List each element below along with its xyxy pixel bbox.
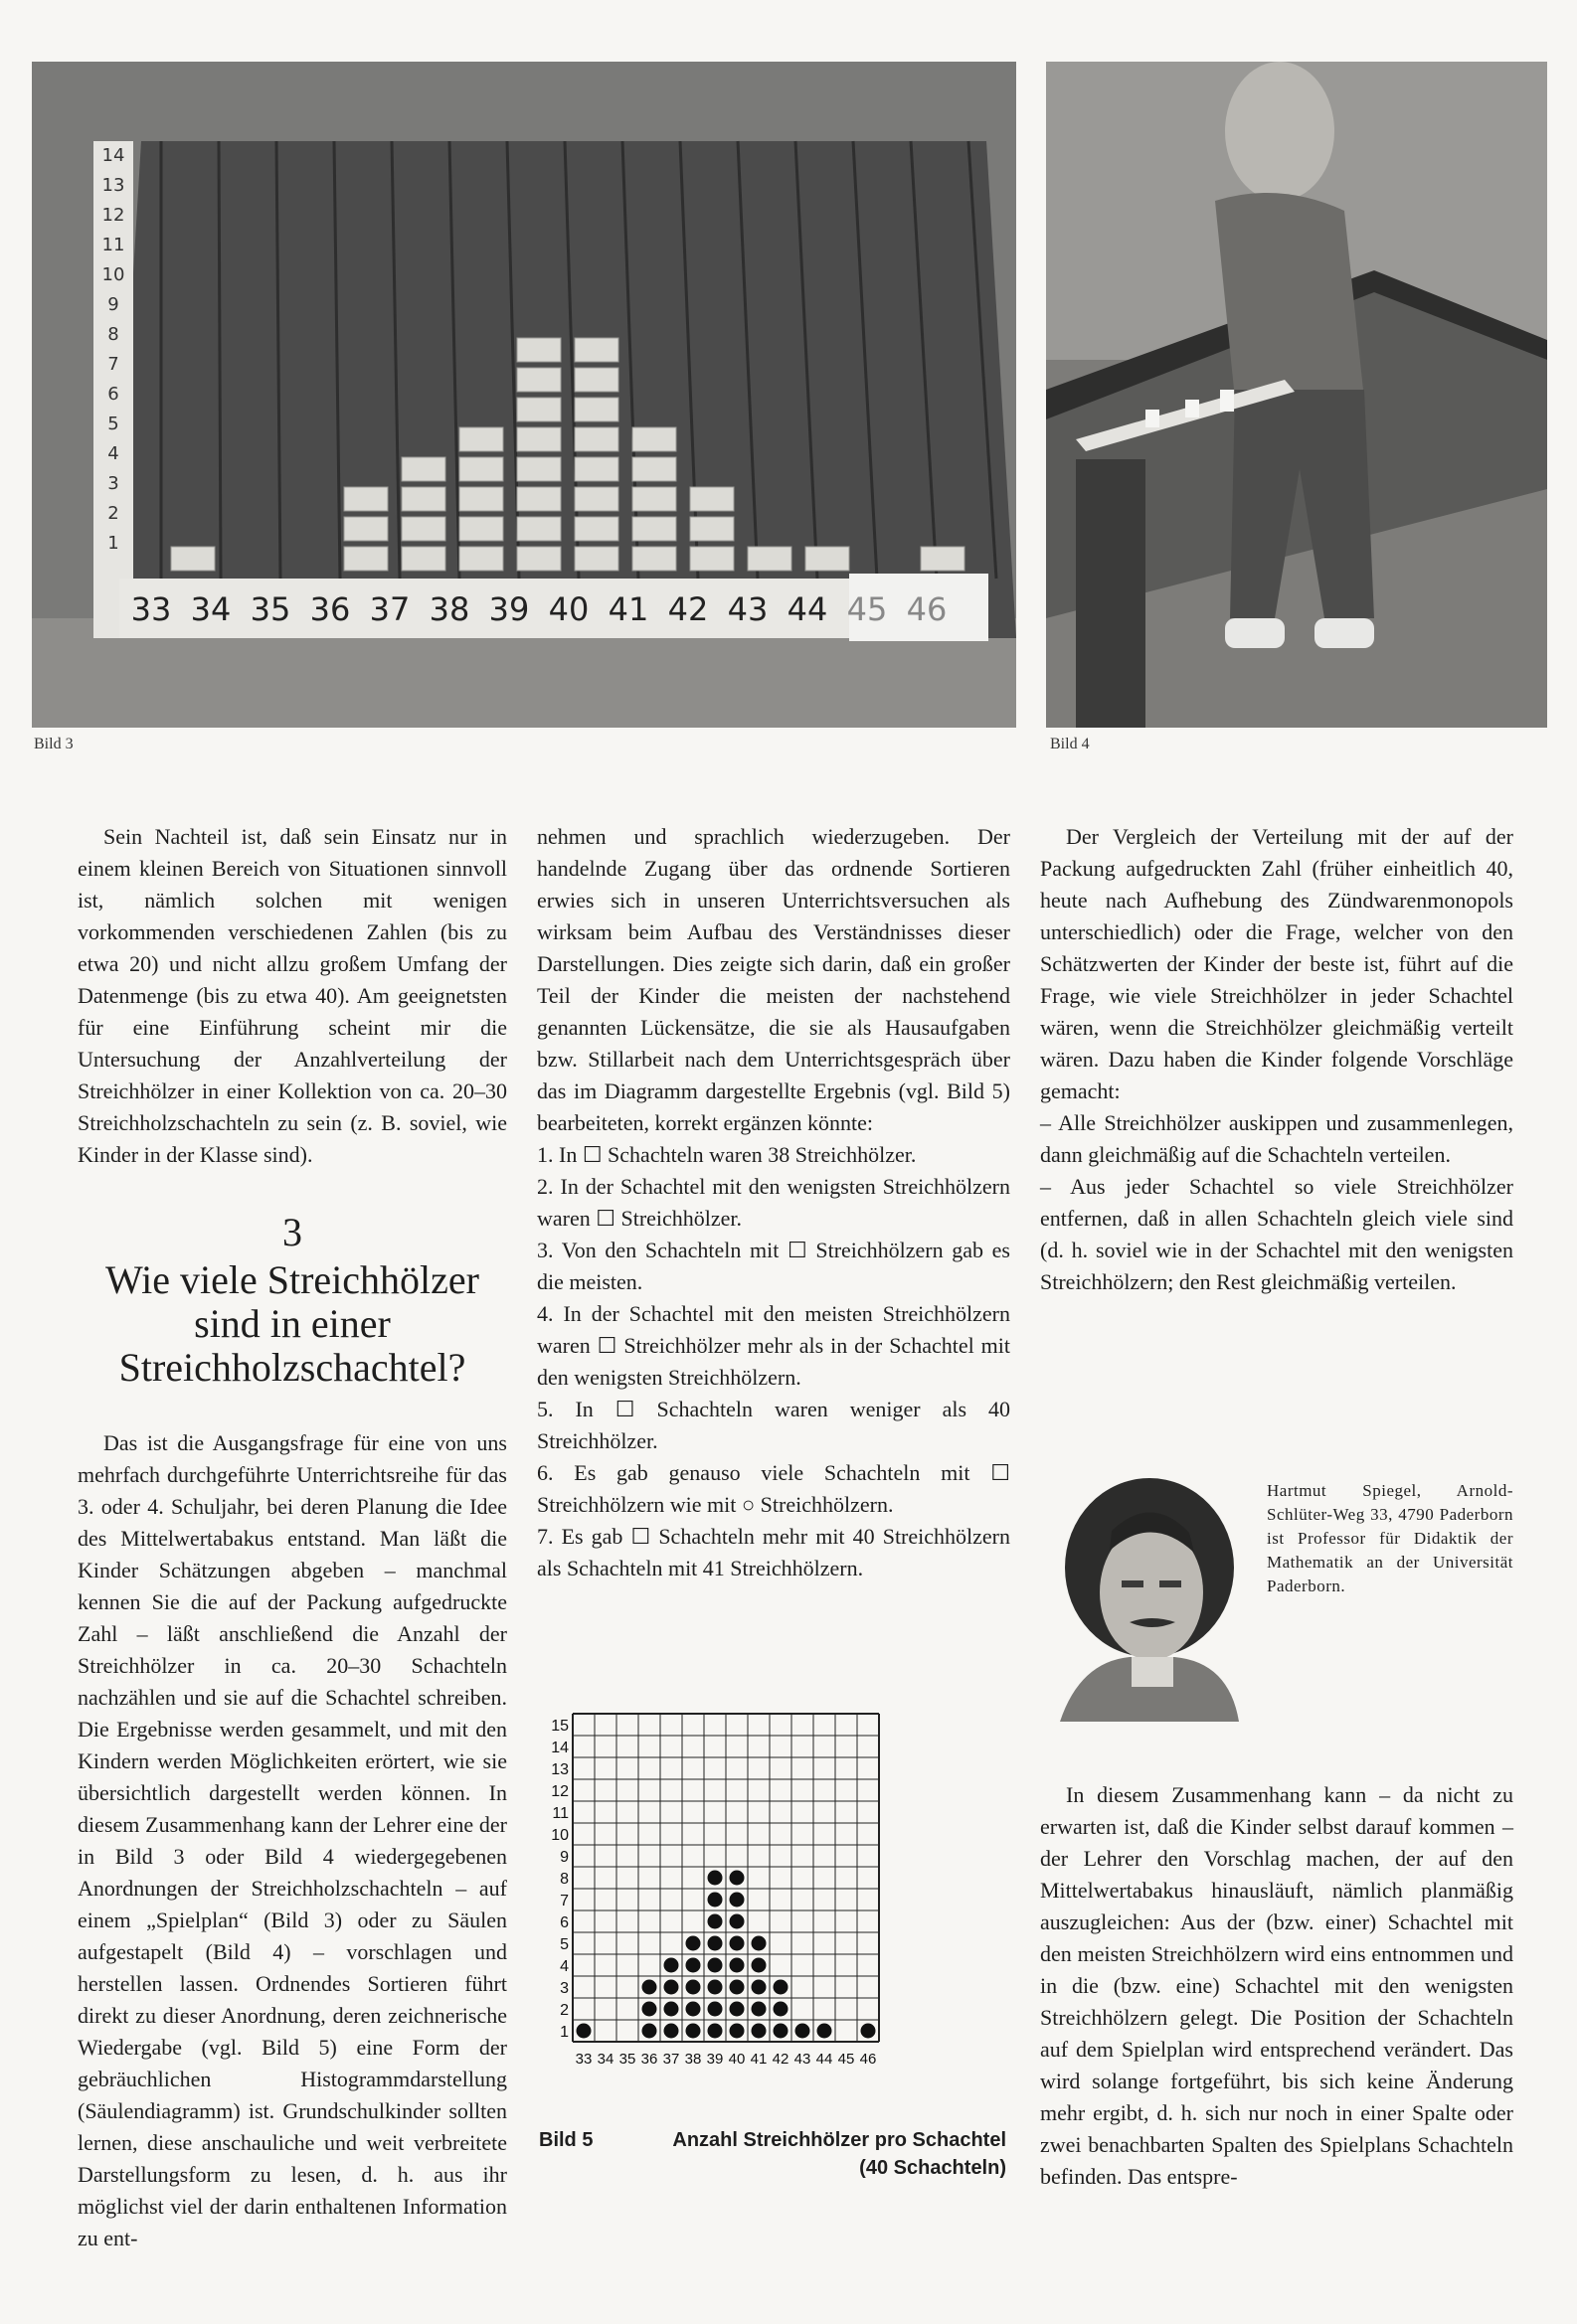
match-box [575, 547, 618, 571]
match-box [575, 368, 618, 392]
data-dot [730, 1980, 745, 1995]
board-row-label: 8 [107, 324, 119, 345]
figure-4-caption: Bild 4 [1050, 736, 1090, 752]
x-tick-label: 42 [772, 2051, 789, 2068]
board-column-label: 41 [608, 590, 649, 628]
y-tick-label: 4 [560, 1958, 569, 1975]
histogram-grid [573, 1714, 879, 2042]
match-box [575, 487, 618, 511]
data-dot [686, 1980, 701, 1995]
match-box [632, 457, 676, 481]
x-tick-label: 39 [706, 2051, 724, 2068]
data-dot [817, 2024, 832, 2039]
x-tick-label: 37 [662, 2051, 680, 2068]
match-box [517, 338, 561, 362]
data-dot [774, 2002, 788, 2017]
match-box [402, 487, 445, 511]
match-box [575, 517, 618, 541]
y-tick-label: 10 [551, 1827, 569, 1844]
col3-bullet-1: – Alle Streichhölzer auskippen und zusammenlegen, dann gleichmäßig auf die Schachteln verteilen. [1040, 1110, 1513, 1167]
data-dot [708, 1893, 723, 1908]
data-dot [774, 1980, 788, 1995]
board-column-label: 42 [667, 590, 709, 628]
board-row-label: 14 [101, 145, 125, 166]
y-tick-label: 9 [560, 1849, 569, 1866]
data-dot [708, 1914, 723, 1929]
data-dot [642, 1980, 657, 1995]
data-dot [730, 2002, 745, 2017]
board-row-label: 12 [101, 205, 125, 226]
match-box [690, 487, 734, 511]
figure-3-caption: Bild 3 [34, 736, 74, 752]
data-dot [752, 1980, 767, 1995]
match-box [517, 368, 561, 392]
col3-intro-paragraph: Der Vergleich der Verteilung mit der auf der Packung aufgedruckten Zahl (früher einheitlich 40, heute nach Aufhebung des Zündwarenmonopols unterschiedlich) oder die Frage, welcher von den Schätzwerten der Kinder der beste ist, führt auf die Frage, wie viele Streichhölzer in jeder Schachtel wären, wenn die Streichhölzer gleichmäßig verteilt wären. Dazu haben die Kinder folgende Vorschläge gemacht: [1040, 824, 1513, 1103]
data-dot [642, 2024, 657, 2039]
y-tick-label: 13 [551, 1761, 569, 1778]
match-box [344, 517, 388, 541]
data-dot [664, 1980, 679, 1995]
match-box [344, 547, 388, 571]
data-dot [730, 2024, 745, 2039]
figure-5-histogram [533, 1702, 1020, 2109]
board-column-label: 33 [130, 590, 172, 628]
data-dot [774, 2024, 788, 2039]
match-box [402, 547, 445, 571]
board-column-label: 36 [309, 590, 351, 628]
gap-sentence-list [537, 1139, 1010, 1584]
match-box [517, 427, 561, 451]
x-tick-label: 38 [684, 2051, 702, 2068]
match-box [459, 547, 503, 571]
match-box [575, 338, 618, 362]
y-tick-label: 12 [551, 1783, 569, 1800]
y-tick-label: 15 [551, 1718, 569, 1735]
y-tick-label: 1 [560, 2024, 569, 2041]
match-box [748, 547, 791, 571]
author-portrait-illustration [1040, 1473, 1239, 1722]
figure-5-box-count: (40 Schachteln) [859, 2157, 1006, 2179]
y-tick-label: 7 [560, 1893, 569, 1909]
x-tick-label: 45 [837, 2051, 855, 2068]
data-dot [664, 1958, 679, 1973]
board-row-label: 5 [107, 414, 119, 434]
board-row-label: 1 [107, 533, 119, 554]
y-tick-label: 8 [560, 1871, 569, 1888]
board-column-label: 44 [787, 590, 828, 628]
section-title: Wie viele Streichhölzer sind in einer Streichholzschachtel? [105, 1257, 479, 1390]
match-box [517, 398, 561, 421]
column-3-bottom [1040, 1779, 1513, 2193]
data-dot [708, 1980, 723, 1995]
match-box [402, 517, 445, 541]
data-dot [664, 2002, 679, 2017]
board-row-label: 2 [107, 503, 119, 524]
match-box [632, 517, 676, 541]
match-box [459, 427, 503, 451]
list-item: 2. In der Schachtel mit den wenigsten Streichhölzern waren ☐ Streichhölzer. [537, 1174, 1010, 1231]
col2-intro-paragraph: nehmen und sprachlich wiederzugeben. Der handelnde Zugang über das ordnende Sortieren erwies sich in unseren Unterrichtsversuchen als wirksam beim Aufbau des Verständnisses dieser Darstellungen. Dies zeigte sich darin, daß ein großer Teil der Kinder die meisten der nachstehend genannten Lückensätze, die sie als Hausaufgaben bzw. Stillarbeit nach dem Unterrichtsgespräch über das im Diagramm dargestellte Ergebnis (vgl. Bild 5) bearbeiteten, korrekt ergänzen könnte: [537, 824, 1010, 1135]
author-bio: Hartmut Spiegel, Arnold-Schlüter-Weg 33, 4790 Paderborn ist Professor für Didaktik der Mathematik an der Universität Paderborn. [1267, 1481, 1513, 1595]
match-box [517, 457, 561, 481]
match-box [575, 427, 618, 451]
spielplan-photo-illustration [32, 62, 1016, 728]
match-box [517, 487, 561, 511]
data-dot [686, 1936, 701, 1951]
board-column-label: 35 [250, 590, 291, 628]
match-box [690, 517, 734, 541]
list-item: 1. In ☐ Schachteln waren 38 Streichhölzer. [537, 1142, 917, 1167]
data-dot [861, 2024, 876, 2039]
data-dot [730, 1893, 745, 1908]
match-box [459, 457, 503, 481]
match-box [575, 457, 618, 481]
data-dot [664, 2024, 679, 2039]
column-1 [78, 821, 507, 2254]
y-tick-label: 3 [560, 1980, 569, 1997]
data-dot [686, 2002, 701, 2017]
y-tick-label: 6 [560, 1914, 569, 1931]
board-column-label: 43 [727, 590, 769, 628]
board-row-label: 13 [101, 175, 125, 196]
figure-3-photo [32, 62, 1016, 728]
y-tick-label: 2 [560, 2002, 569, 2019]
data-dot [577, 2024, 592, 2039]
board-row-label: 7 [107, 354, 119, 375]
list-item: 7. Es gab ☐ Schachteln mehr mit 40 Streichhölzern als Schachteln mit 41 Streichhölzern. [537, 1524, 1010, 1580]
board-column-label: 45 [846, 590, 888, 628]
x-tick-label: 34 [597, 2051, 614, 2068]
board-row-label: 3 [107, 473, 119, 494]
figure-4-photo [1046, 62, 1547, 728]
board-column-label: 34 [190, 590, 232, 628]
data-dot [752, 1936, 767, 1951]
board-column-label: 38 [429, 590, 470, 628]
x-tick-label: 44 [815, 2051, 833, 2068]
data-dot [708, 1936, 723, 1951]
match-box [459, 487, 503, 511]
match-box [921, 547, 964, 571]
match-box [171, 547, 215, 571]
match-box [805, 547, 849, 571]
data-dot [795, 2024, 810, 2039]
data-dot [686, 1958, 701, 1973]
board-row-label: 6 [107, 384, 119, 405]
data-dot [730, 1871, 745, 1886]
x-tick-label: 36 [640, 2051, 658, 2068]
column-2 [537, 821, 1010, 1584]
author-portrait [1040, 1473, 1239, 1722]
match-box [632, 427, 676, 451]
match-box [632, 547, 676, 571]
data-dot [752, 2002, 767, 2017]
data-dot [730, 1936, 745, 1951]
data-dot [752, 2024, 767, 2039]
column-3-top [1040, 821, 1513, 1298]
data-dot [708, 2024, 723, 2039]
data-dot [752, 1958, 767, 1973]
list-item: 6. Es gab genauso viele Schachteln mit ☐ Streichhölzern wie mit ○ Streichhölzern. [537, 1460, 1010, 1517]
match-box [517, 547, 561, 571]
x-tick-label: 46 [859, 2051, 877, 2068]
match-box [517, 517, 561, 541]
col3-bullet-2: – Aus jeder Schachtel so viele Streichhölzer entfernen, daß in allen Schachteln gleich viele sind (d. h. soviel wie in der Schachtel mit den wenigsten Streichhölzern; den Rest gleichmäßig verteilen. [1040, 1174, 1513, 1294]
data-dot [730, 1914, 745, 1929]
data-dot [642, 2002, 657, 2017]
match-box [690, 547, 734, 571]
x-tick-label: 33 [575, 2051, 593, 2068]
list-item: 3. Von den Schachteln mit ☐ Streichhölzern gab es die meisten. [537, 1238, 1010, 1294]
board-row-label: 11 [101, 235, 125, 255]
match-box [632, 487, 676, 511]
col1-body-paragraph: Das ist die Ausgangsfrage für eine von uns mehrfach durchgeführte Unterrichtsreihe für das 3. oder 4. Schuljahr, bei deren Planung die Idee des Mittelwertabakus entstand. Man läßt die Kinder Schätzungen abgeben – manchmal kennen Sie die auf der Packung aufgedruckte Zahl – läßt anschließend die Anzahl der Streichhölzer in ca. 20–30 Schachteln nachzählen und sie auf die Schachtel schreiben. Die Ergebnisse werden gesammelt, und mit den Kindern werden Möglichkeiten erörtert, wie sie übersichtlich dargestellt werden können. In diesem Zusammenhang kann der Lehrer eine der in Bild 3 oder Bild 4 wiedergegebenen Anordnungen der Streichholzschachteln – auf einem „Spielplan“ (Bild 3) oder zu Säulen aufgestapelt (Bild 4) – vorschlagen und herstellen lassen. Ordnendes Sortieren führt direkt zu dieser Anordnung, deren zeichnerische Wiedergabe (vgl. Bild 5) eine Form der gebräuchlichen Histogrammdarstellung (Säulendiagramm) ist. Grundschulkinder sollten lernen, diese anschauliche und weit verbreitete Darstellungsform zu lesen, d. h. aus ihr möglichst viel der darin enthaltenen Information zu ent- [78, 1430, 507, 2250]
match-box [459, 517, 503, 541]
list-item: 4. In der Schachtel mit den meisten Streichhölzern waren ☐ Streichhölzer mehr als in der Schachtel mit den wenigsten Streichhölzern. [537, 1301, 1010, 1390]
figure-5-caption: Bild 5 [539, 2129, 594, 2151]
x-tick-label: 35 [618, 2051, 636, 2068]
data-dot [708, 2002, 723, 2017]
board-column-label: 39 [488, 590, 530, 628]
data-dot [686, 2024, 701, 2039]
board-column-label: 40 [548, 590, 590, 628]
y-tick-label: 14 [551, 1740, 569, 1756]
board-row-label: 9 [107, 294, 119, 315]
data-dot [708, 1958, 723, 1973]
col1-intro-paragraph: Sein Nachteil ist, daß sein Einsatz nur in einem kleinen Bereich von Situationen sinnvoll ist, nämlich solchen mit wenigen vorkommenden verschiedenen Zahlen (bis zu etwa 20) und nicht allzu großem Umfang der Datenmenge (bis zu etwa 40). Am geeignetsten für eine Einführung scheint mir die Untersuchung der Anzahlverteilung der Streichhölzer in einer Kollektion von ca. 20–30 Streichholzschachteln zu sein (z. B. soviel, wie Kinder in der Klasse sind). [78, 824, 507, 1167]
x-tick-label: 40 [728, 2051, 746, 2068]
x-tick-label: 41 [750, 2051, 768, 2068]
y-tick-label: 11 [552, 1805, 569, 1822]
data-dot [730, 1958, 745, 1973]
x-tick-label: 43 [793, 2051, 811, 2068]
col3-body-paragraph: In diesem Zusammenhang kann – da nicht zu erwarten ist, daß die Kinder selbst darauf kommen – der Lehrer den Vorschlag machen, der auf den Mittelwertabakus hinausläuft, nämlich planmäßig auszugleichen: Aus der (bzw. einer) Schachtel mit den meisten Streichhölzern wird eins entnommen und in die (bzw. eine) Schachtel mit den wenigsten Streichhölzern gelegt. Die Position der Schachteln auf dem Spielplan wird entsprechend verändert. Das wird solange fortgeführt, bis sich keine Änderung mehr ergibt, d. h. sich nur noch in einer Spalte oder zwei benachbarten Spalten des Spielplans Schachteln befinden. Das entspre- [1040, 1782, 1513, 2189]
data-dot [708, 1871, 723, 1886]
board-column-label: 46 [906, 590, 948, 628]
section-number: 3 [282, 1210, 302, 1254]
y-tick-label: 5 [560, 1936, 569, 1953]
board-column-label: 37 [369, 590, 411, 628]
board-row-label: 4 [107, 443, 119, 464]
match-box [344, 487, 388, 511]
match-box [402, 457, 445, 481]
match-box [575, 398, 618, 421]
figure-5-x-axis-title: Anzahl Streichhölzer pro Schachtel [672, 2129, 1006, 2151]
list-item: 5. In ☐ Schachteln waren weniger als 40 Streichhölzer. [537, 1397, 1010, 1453]
stacking-photo-illustration [1046, 62, 1547, 728]
board-row-label: 10 [101, 264, 125, 285]
